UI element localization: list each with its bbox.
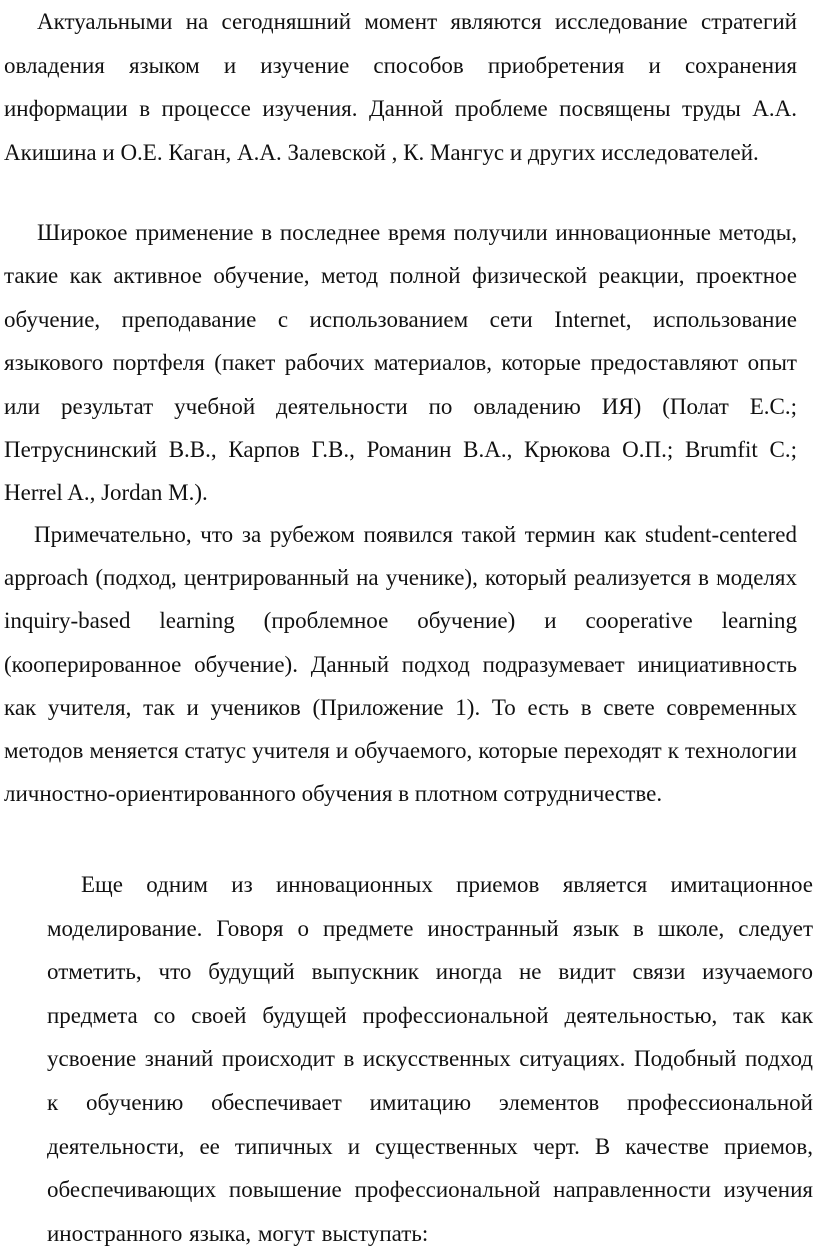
paragraph-simulation-modeling: Еще одним из инновационных приемов является имитационное моделирование. Говоря о предмете иностранный язык в школе, следует отметить, что будущий выпускник иногда не видит связи изучаемого предмета со своей будущей профессиональной деятельностью, так как усвоение знаний происходит в искусственных ситуациях. Подобный подход к обучению обеспечивает имитацию элементов профессиональной деятельности, ее типичных и существенных черт. В качестве приемов, обеспечивающих повышение профессиональной направленности изучения иностранного языка, могут выступать: <box>47 872 813 1246</box>
paragraph-student-centered-approach: Примечательно, что за рубежом появился такой термин как student-centered approach (подход, центрированный на ученике), который реализуется в моделях inquiry-based learning (проблемное обучение) и cooperative learning (кооперированное обучение). Данный подход подразумевает инициативность как учителя, так и учеников (Приложение 1). То есть в свете современных методов меняется статус учителя и обучаемого, которые переходят к технологии личностно-ориентированного обучения в плотном сотрудничестве. <box>4 522 797 807</box>
paragraph-research-strategies: Актуальными на сегодняшний момент являются исследование стратегий овладения языком и изучение способов приобретения и сохранения информации в процессе изучения. Данной проблеме посвящены труды А.А. Акишина и О.Е. Каган, А.А. Залевской , К. Мангус и других исследователей. <box>4 9 797 165</box>
paragraph-innovative-methods: Широкое применение в последнее время получили инновационные методы, такие как активное обучение, метод полной физической реакции, проектное обучение, преподавание с использованием сети Internet, использование языкового портфеля (пакет рабочих материалов, которые предоставляют опыт или результат учебной деятельности по овладению ИЯ) (Полат Е.С.; Петруснинский В.В., Карпов Г.В., Романин В.А., Крюкова О.П.; Brumfit C.; Herrel A., Jordan M.). <box>4 220 797 506</box>
